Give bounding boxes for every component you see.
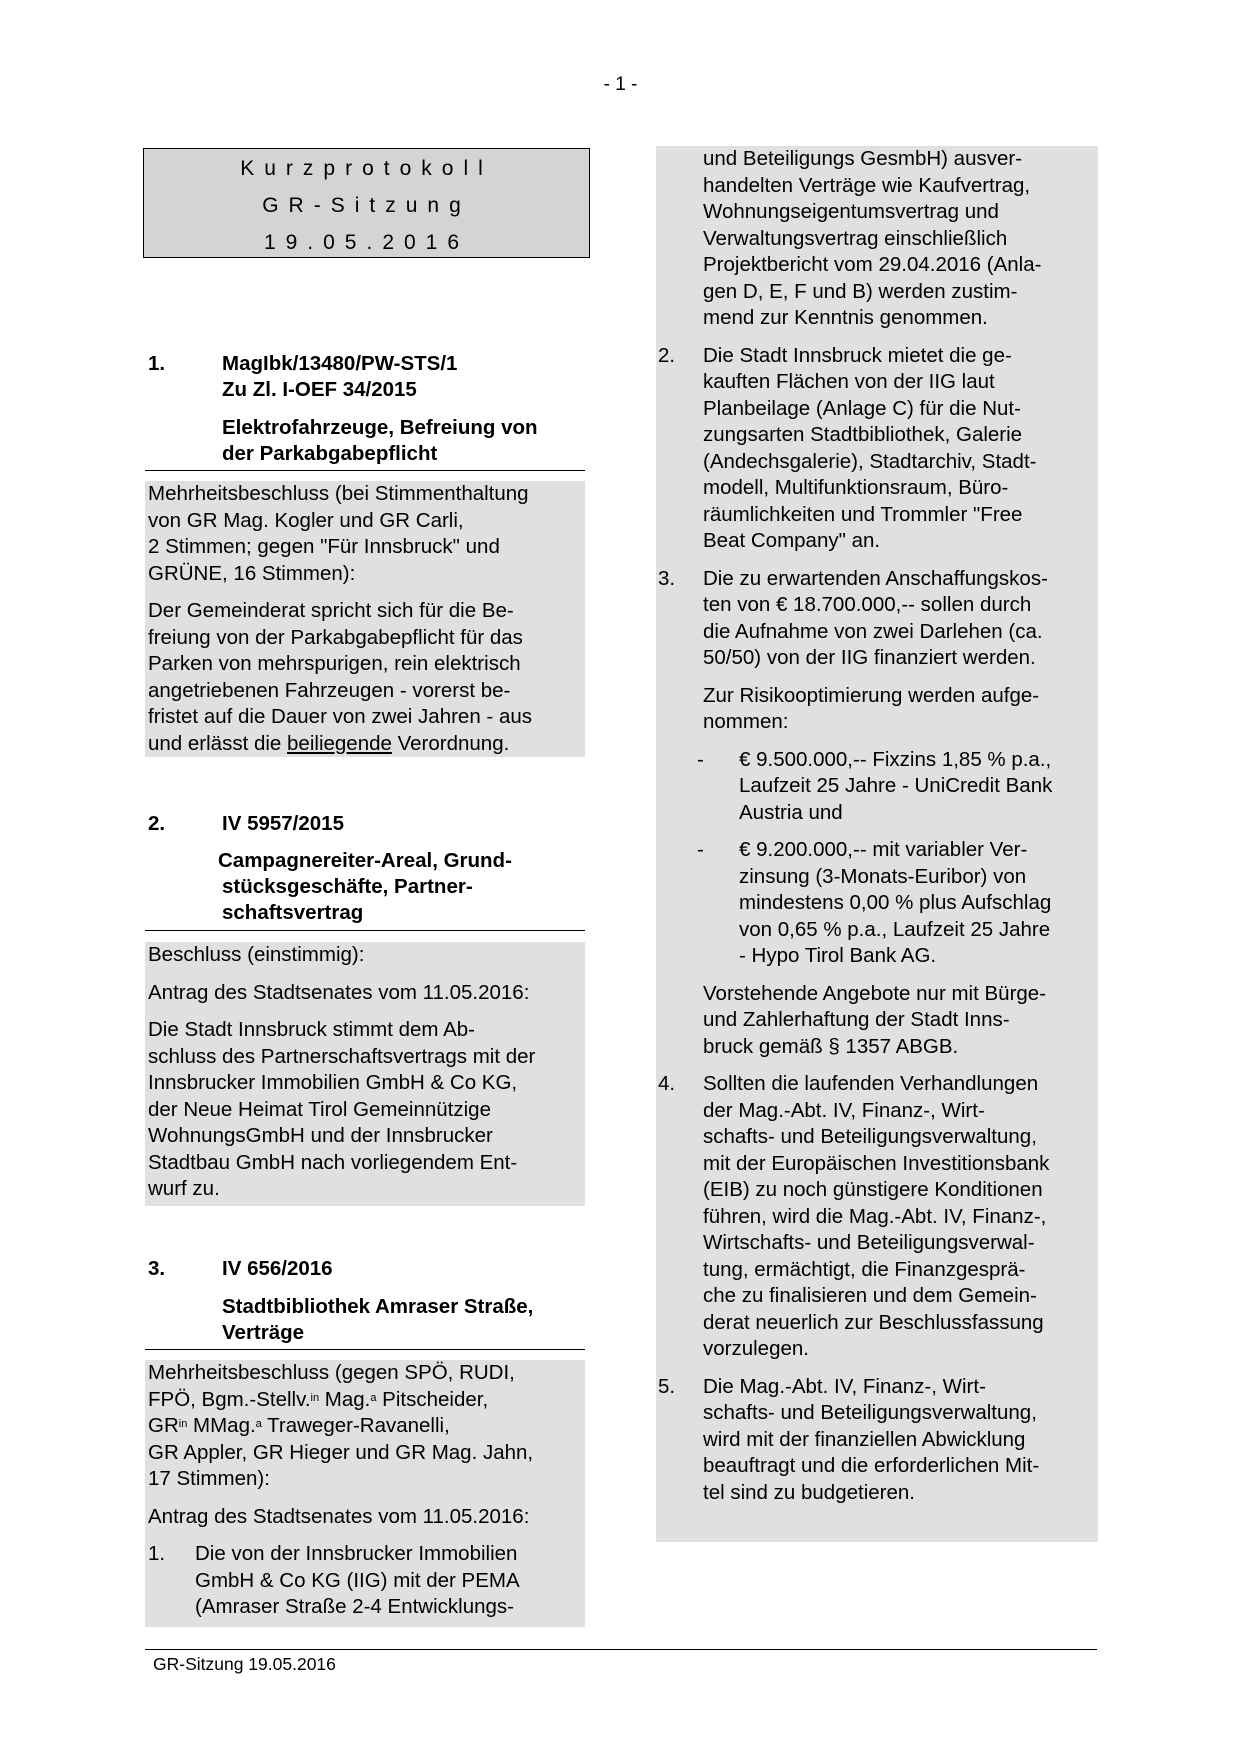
item-1-decision	[148, 598, 585, 757]
item-3-rule	[145, 1349, 585, 1350]
dash-bullet: -	[697, 747, 704, 771]
text-line: Mehrheitsbeschluss (bei Stimmenthaltung	[148, 482, 529, 505]
text-line: WohnungsGmbH und der Innsbrucker	[148, 1124, 493, 1147]
text-line: schluss des Partnerschaftsvertrags mit der	[148, 1044, 536, 1068]
text-line: GR	[148, 1414, 179, 1437]
text-line: tel sind zu budgetieren.	[703, 1480, 915, 1504]
item-1-vote	[148, 481, 585, 587]
text-line: gen D, E, F und B) werden zustim-	[703, 279, 1018, 303]
text-line: Traweger-Ravanelli,	[261, 1414, 450, 1437]
item-2-number: 2.	[148, 812, 166, 835]
item-3-point-4	[656, 1071, 1098, 1363]
item-3-guarantee	[656, 981, 1098, 1061]
point-number: 1.	[148, 1542, 166, 1565]
text-line: (Andechsgalerie), Stadtarchiv, Stadt-	[703, 449, 1037, 473]
text-line: schafts- und Beteiligungsverwaltung,	[703, 1401, 1037, 1424]
item-2-subject-line: schaftsvertrag	[222, 901, 364, 924]
text-line: tung, ermächtigt, die Finanzgesprä-	[703, 1257, 1026, 1281]
text-line: handelten Verträge wie Kaufvertrag,	[703, 173, 1031, 197]
point-number: 2.	[658, 343, 676, 367]
item-2-subject-line: stücksgeschäfte, Partner-	[222, 875, 473, 898]
text-line: der Neue Heimat Tirol Gemeinnützige	[148, 1097, 491, 1121]
text-line: angetriebenen Fahrzeugen - vorerst be-	[148, 678, 511, 702]
text-line: Vorstehende Angebote nur mit Bürge-	[703, 981, 1047, 1005]
text-line: Die zu erwartenden Anschaffungskos-	[703, 566, 1048, 590]
text-line: Parken von mehrspurigen, rein elektrisch	[148, 652, 521, 675]
text-line: derat neuerlich zur Beschlussfassung	[703, 1310, 1044, 1334]
text-line: Die Stadt Innsbruck mietet die ge-	[703, 343, 1012, 367]
text-line: kauften Flächen von der IIG laut	[703, 370, 995, 393]
text-line: Beat Company" an.	[703, 529, 881, 552]
text-line: beauftragt und die erforderlichen Mit-	[703, 1454, 1040, 1477]
text-line: mit der Europäischen Investitionsbank	[703, 1151, 1050, 1175]
text-line: Die von der Innsbrucker Immobilien	[195, 1542, 518, 1565]
text-line: mindestens 0,00 % plus Aufschlag	[739, 891, 1052, 914]
item-3-risk	[656, 683, 1098, 736]
text-line: 50/50) von der IIG finanziert werden.	[703, 646, 1036, 669]
text-line: räumlichkeiten und Trommler "Free	[703, 502, 1023, 526]
item-2-motion: Antrag des Stadtsenates vom 11.05.2016:	[148, 980, 530, 1004]
loan-2	[656, 837, 1098, 970]
text-line: 17 Stimmen):	[148, 1467, 270, 1490]
title-line-3: 19.05.2016	[263, 231, 470, 254]
text-line: (EIB) zu noch günstigere Konditionen	[703, 1178, 1043, 1201]
text-line: Pitscheider,	[376, 1387, 489, 1411]
text-line: Mehrheitsbeschluss (gegen SPÖ, RUDI,	[148, 1361, 515, 1384]
item-3-subject	[145, 1294, 587, 1346]
item-3-ref: IV 656/2016	[222, 1257, 333, 1280]
text-line: Wohnungseigentumsvertrag und	[703, 200, 999, 223]
text-line: wird mit der finanziellen Abwicklung	[703, 1427, 1026, 1451]
text-line: Innsbrucker Immobilien GmbH & Co KG,	[148, 1071, 518, 1094]
text-line: Sollten die laufenden Verhandlungen	[703, 1072, 1039, 1095]
item-3-subject-line: Verträge	[222, 1321, 305, 1344]
point-number: 5.	[658, 1374, 676, 1398]
item-2-ref: IV 5957/2015	[222, 812, 344, 835]
point-number: 3.	[658, 566, 676, 590]
item-2-subject	[145, 848, 587, 926]
item-3-subject-line: Stadtbibliothek Amraser Straße,	[222, 1295, 534, 1318]
item-3-point-3	[656, 566, 1098, 1061]
superscript: in	[178, 1418, 188, 1430]
text-line: GRÜNE, 16 Stimmen):	[148, 561, 356, 585]
text-line: GmbH & Co KG (IIG) mit der PEMA	[195, 1568, 520, 1592]
text-line: Zur Risikooptimierung werden aufge-	[703, 683, 1040, 707]
item-3-point-1-cont	[656, 146, 1098, 332]
item-1-header	[145, 351, 587, 403]
text-line: fristet auf die Dauer von zwei Jahren - aus	[148, 705, 532, 728]
text-line: nommen:	[703, 710, 789, 733]
text-line: Projektbericht vom 29.04.2016 (Anla-	[703, 253, 1042, 276]
text-line: modell, Multifunktionsraum, Büro-	[703, 476, 1009, 499]
item-2-header	[145, 811, 587, 837]
text-line: (Amraser Straße 2-4 Entwicklungs-	[195, 1595, 514, 1618]
text-line: schafts- und Beteiligungsverwaltung,	[703, 1125, 1037, 1148]
text-line: Planbeilage (Anlage C) für die Nut-	[703, 396, 1021, 420]
text-line: von 0,65 % p.a., Laufzeit 25 Jahre	[739, 917, 1051, 941]
text-line: Wirtschafts- und Beteiligungsverwal-	[703, 1231, 1035, 1254]
item-2-vote: Beschluss (einstimmig):	[148, 943, 365, 966]
text-line: Die Mag.-Abt. IV, Finanz-, Wirt-	[703, 1374, 986, 1398]
item-2-decision	[148, 1017, 585, 1203]
item-3-body-right	[656, 146, 1098, 1542]
text-line: GR Appler, GR Hieger und GR Mag. Jahn,	[148, 1440, 534, 1464]
point-number: 4.	[658, 1072, 676, 1095]
text-line: Mag.	[319, 1387, 371, 1411]
title-line-2: GR-Sitzung	[262, 194, 471, 217]
item-1-ref-2: Zu Zl. I-OEF 34/2015	[222, 378, 417, 401]
text-line: Verwaltungsvertrag einschließlich	[703, 226, 1008, 250]
text-line: FPÖ, Bgm.-Stellv.	[148, 1387, 311, 1411]
text-line: € 9.200.000,-- mit variabler Ver-	[739, 838, 1028, 861]
text-line: Der Gemeinderat spricht sich für die Be-	[148, 599, 514, 622]
footer-text: GR-Sitzung 19.05.2016	[153, 1654, 336, 1674]
text-line: Stadtbau GmbH nach vorliegendem Ent-	[148, 1150, 518, 1174]
text-line: und erlässt die	[148, 731, 288, 755]
text-line: € 9.500.000,-- Fixzins 1,85 % p.a.,	[739, 747, 1052, 771]
text-line: MMag.	[187, 1414, 256, 1437]
text-line: ten von € 18.700.000,-- sollen durch	[703, 593, 1032, 616]
text-line: zungsarten Stadtbibliothek, Galerie	[703, 423, 1023, 446]
text-line: bruck gemäß § 1357 ABGB.	[703, 1034, 959, 1058]
item-1-subject	[145, 415, 587, 467]
text-line: der Mag.-Abt. IV, Finanz-, Wirt-	[703, 1098, 985, 1122]
text-line: und Zahlerhaftung der Stadt Inns-	[703, 1008, 1010, 1031]
text-line: und Beteiligungs GesmbH) ausver-	[703, 147, 1023, 170]
title-line-1: Kurzprotokoll	[240, 157, 493, 180]
footer-rule	[145, 1649, 1097, 1650]
text-line: 2 Stimmen; gegen "Für Innsbruck" und	[148, 535, 500, 558]
text-line: Verordnung.	[391, 731, 510, 755]
superscript: in	[310, 1391, 320, 1404]
item-1-number: 1.	[148, 352, 166, 375]
item-1-rule	[145, 470, 585, 471]
item-1-body	[145, 481, 585, 757]
page-number: - 1 -	[603, 74, 638, 95]
text-line: - Hypo Tirol Bank AG.	[739, 944, 937, 967]
item-2-rule	[145, 930, 585, 931]
text-line: freiung von der Parkabgabepflicht für das	[148, 625, 523, 649]
item-3-point-1	[148, 1541, 585, 1621]
superscript: a	[255, 1418, 262, 1430]
text-line: Laufzeit 25 Jahre - UniCredit Bank	[739, 774, 1053, 797]
text-line: mend zur Kenntnis genommen.	[703, 306, 988, 329]
item-3-body-left	[145, 1360, 585, 1627]
attachment-link[interactable]: beiliegende	[287, 731, 392, 755]
text-line: führen, wird die Mag.-Abt. IV, Finanz-,	[703, 1204, 1047, 1228]
text-line: Austria und	[739, 800, 843, 824]
title-box	[143, 148, 590, 258]
text-line: die Aufnahme von zwei Darlehen (ca.	[703, 619, 1043, 643]
loan-1	[656, 747, 1098, 827]
item-3-point-2	[656, 343, 1098, 555]
item-2-body	[145, 942, 585, 1206]
text-line: zinsung (3-Monats-Euribor) von	[739, 864, 1027, 888]
item-3-motion: Antrag des Stadtsenates vom 11.05.2016:	[148, 1504, 530, 1528]
item-3-vote	[148, 1360, 585, 1493]
item-3-header	[145, 1256, 587, 1282]
text-line: che zu finalisieren und dem Gemein-	[703, 1284, 1037, 1307]
dash-bullet: -	[697, 838, 704, 861]
item-1-ref: MagIbk/13480/PW-STS/1	[222, 352, 458, 375]
item-1-subject-line: der Parkabgabepflicht	[222, 442, 438, 465]
text-line: Die Stadt Innsbruck stimmt dem Ab-	[148, 1018, 475, 1041]
text-line: von GR Mag. Kogler und GR Carli,	[148, 508, 464, 532]
item-2-subject-line: Campagnereiter-Areal, Grund-	[218, 849, 512, 872]
item-3-number: 3.	[148, 1257, 166, 1280]
superscript: a	[370, 1391, 377, 1404]
text-line: vorzulegen.	[703, 1337, 809, 1360]
item-1-subject-line: Elektrofahrzeuge, Befreiung von	[222, 416, 538, 439]
item-3-point-5	[656, 1374, 1098, 1507]
text-line: wurf zu.	[148, 1177, 220, 1200]
